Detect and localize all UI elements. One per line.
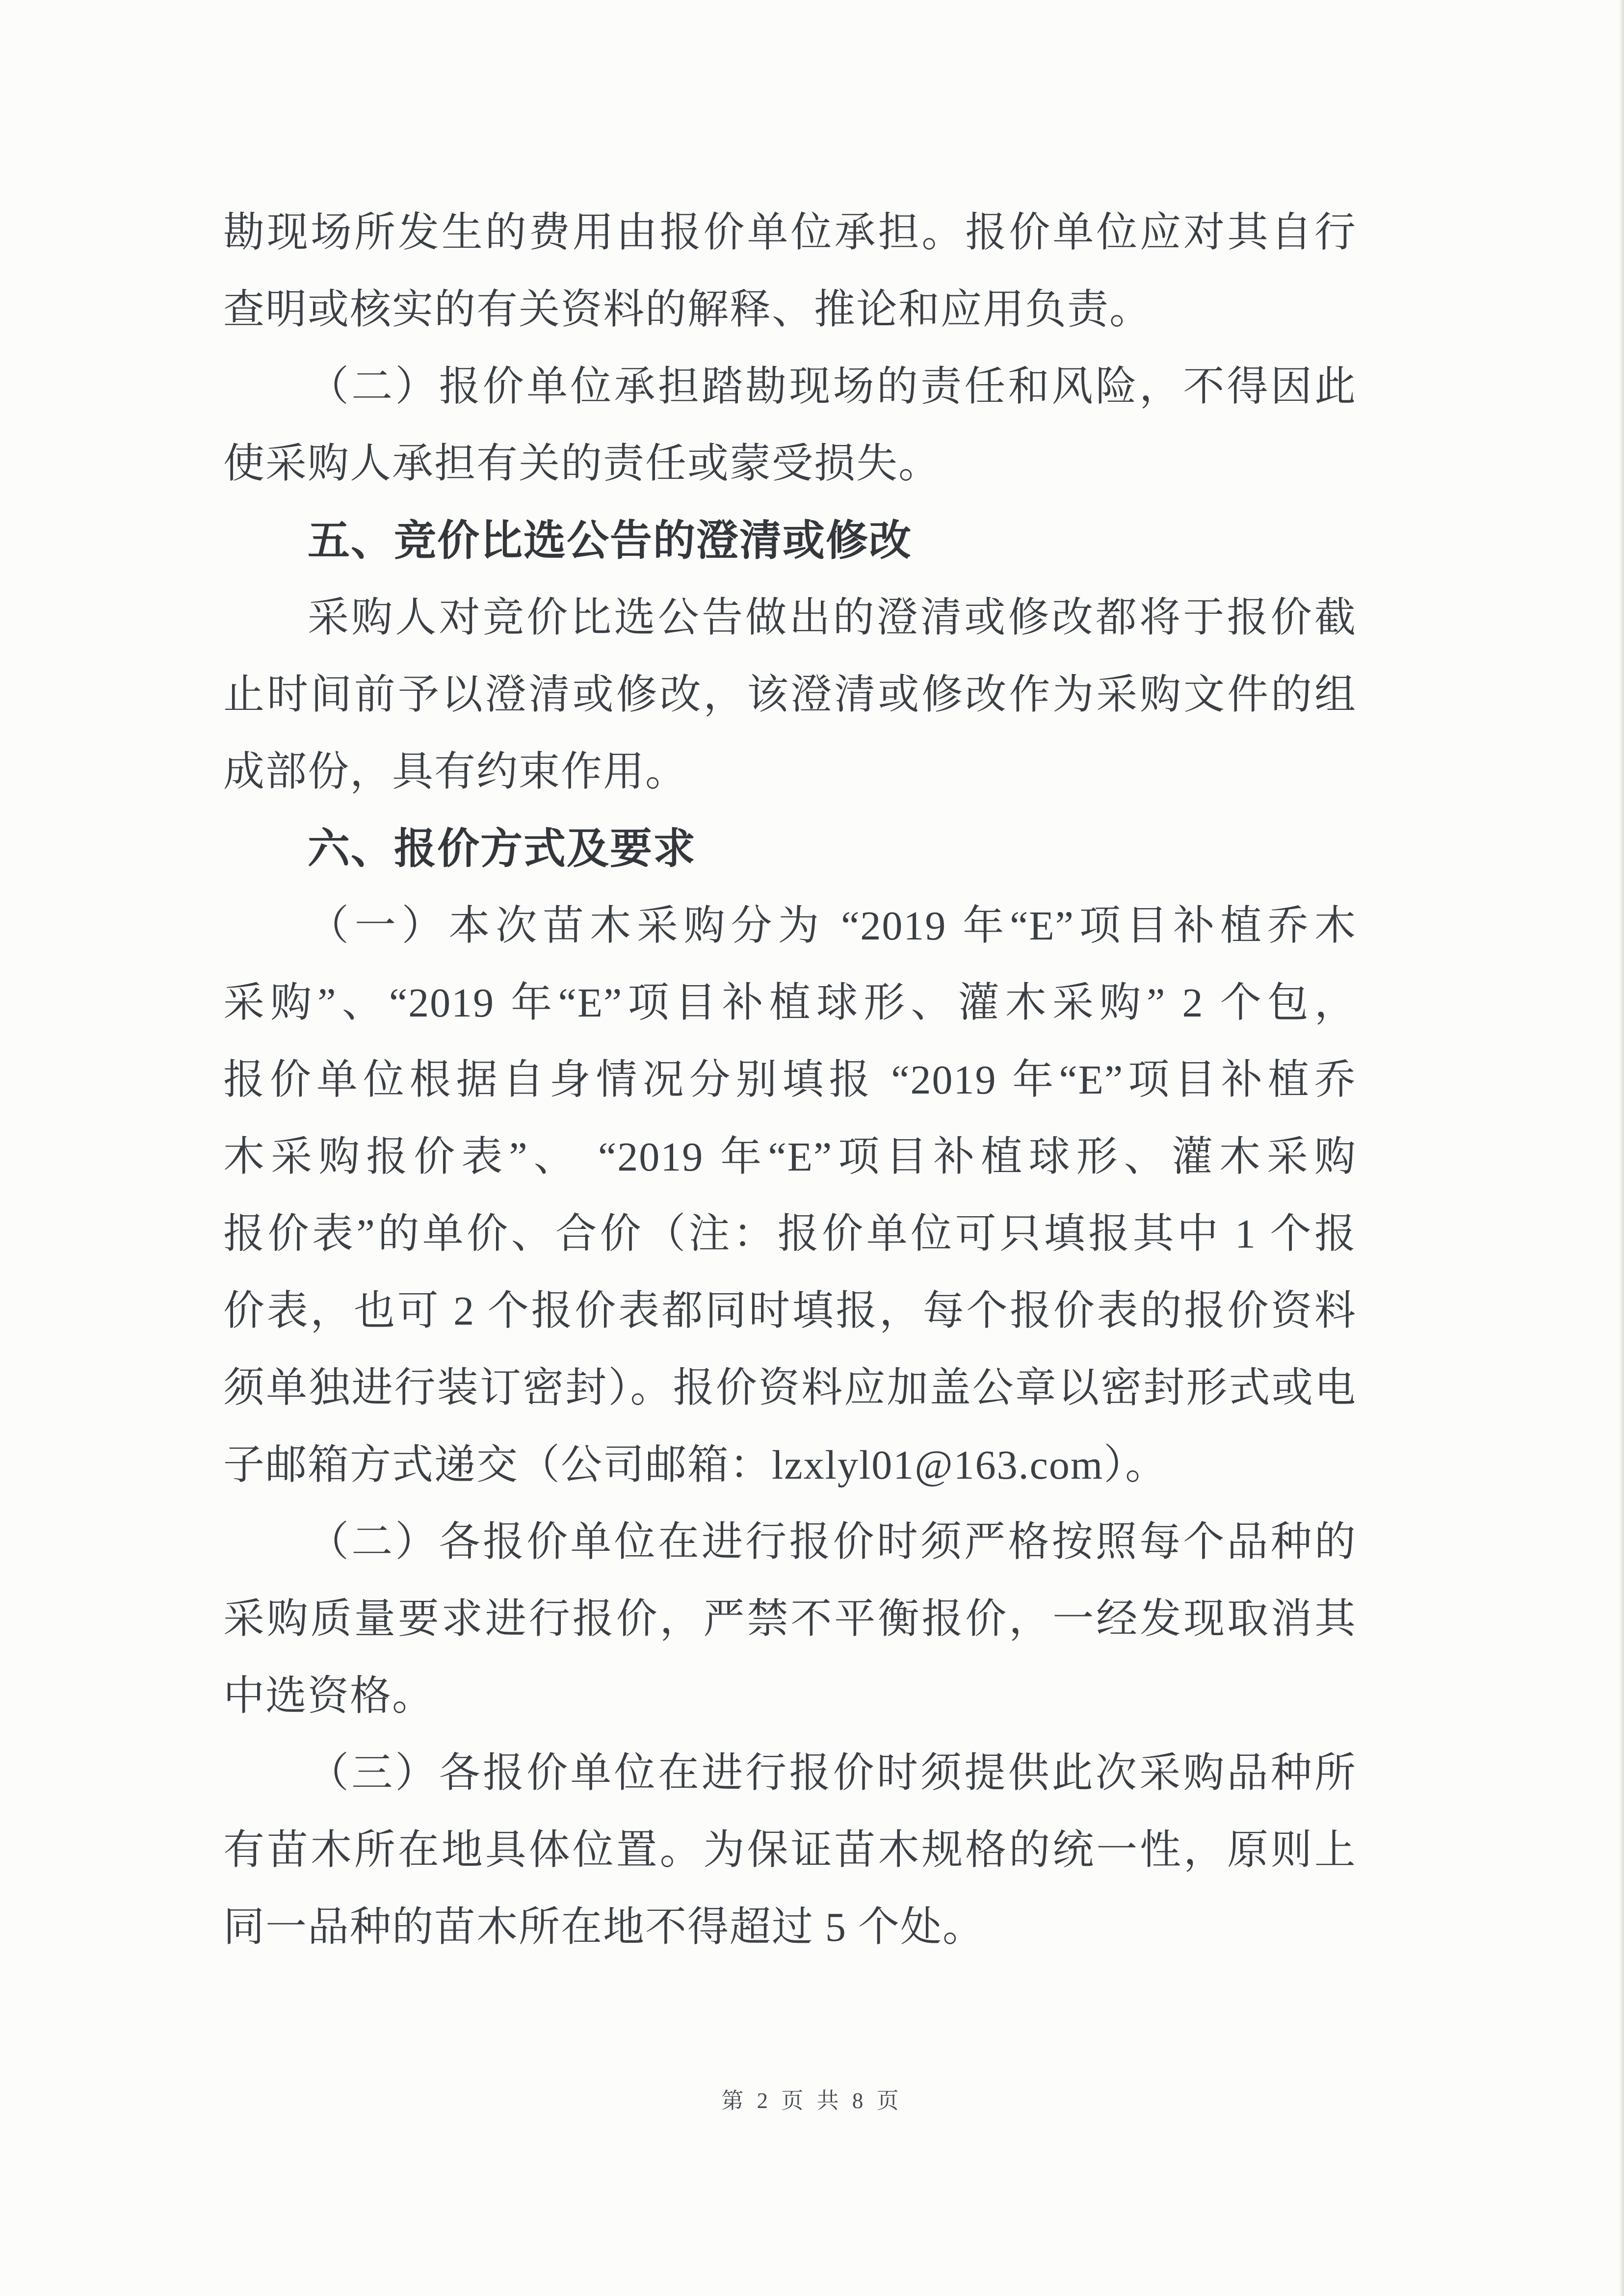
document-line: 使采购人承担有关的责任或蒙受损失。	[223, 441, 941, 487]
section-heading-6: 六、报价方式及要求	[308, 825, 696, 872]
document-body	[223, 194, 1357, 1966]
document-line: 采购”、“2019 年“E”项目补植球形、灌木采购” 2 个包，	[223, 980, 1357, 1026]
document-line: 采购人对竞价比选公告做出的澄清或修改都将于报价截	[308, 595, 1357, 641]
document-line: （一）本次苗木采购分为 “2019 年“E”项目补植乔木	[308, 903, 1357, 949]
document-line: （二）报价单位承担踏勘现场的责任和风险，不得因此	[308, 364, 1357, 410]
document-line: 有苗木所在地具体位置。为保证苗木规格的统一性，原则上	[223, 1827, 1357, 1873]
section-heading-5: 五、竞价比选公告的澄清或修改	[308, 517, 912, 564]
document-line: 查明或核实的有关资料的解释、推论和应用负责。	[223, 287, 1152, 333]
document-line: 报价表”的单价、合价（注：报价单位可只填报其中 1 个报	[223, 1211, 1357, 1257]
page-number: 第 2 页 共 8 页	[721, 2088, 903, 2113]
document-line: （二）各报价单位在进行报价时须严格按照每个品种的	[308, 1519, 1357, 1565]
document-line: 成部份，具有约束作用。	[223, 749, 688, 795]
document-line: 中选资格。	[223, 1673, 435, 1719]
document-line: （三）各报价单位在进行报价时须提供此次采购品种所	[308, 1750, 1357, 1796]
document-line: 须单独进行装订密封）。报价资料应加盖公章以密封形式或电	[223, 1365, 1357, 1411]
document-line: 止时间前予以澄清或修改，该澄清或修改作为采购文件的组	[223, 672, 1357, 718]
document-line: 报价单位根据自身情况分别填报 “2019 年“E”项目补植乔	[223, 1057, 1357, 1103]
document-line: 子邮箱方式递交（公司邮箱：lzxlyl01@163.com）。	[223, 1442, 1168, 1488]
document-line: 采购质量要求进行报价，严禁不平衡报价，一经发现取消其	[223, 1596, 1357, 1642]
document-line: 勘现场所发生的费用由报价单位承担。报价单位应对其自行	[223, 210, 1357, 256]
document-line: 木采购报价表”、 “2019 年“E”项目补植球形、灌木采购	[223, 1134, 1357, 1180]
document-line: 同一品种的苗木所在地不得超过 5 个处。	[223, 1905, 985, 1950]
document-line: 价表，也可 2 个报价表都同时填报，每个报价表的报价资料	[223, 1288, 1357, 1334]
